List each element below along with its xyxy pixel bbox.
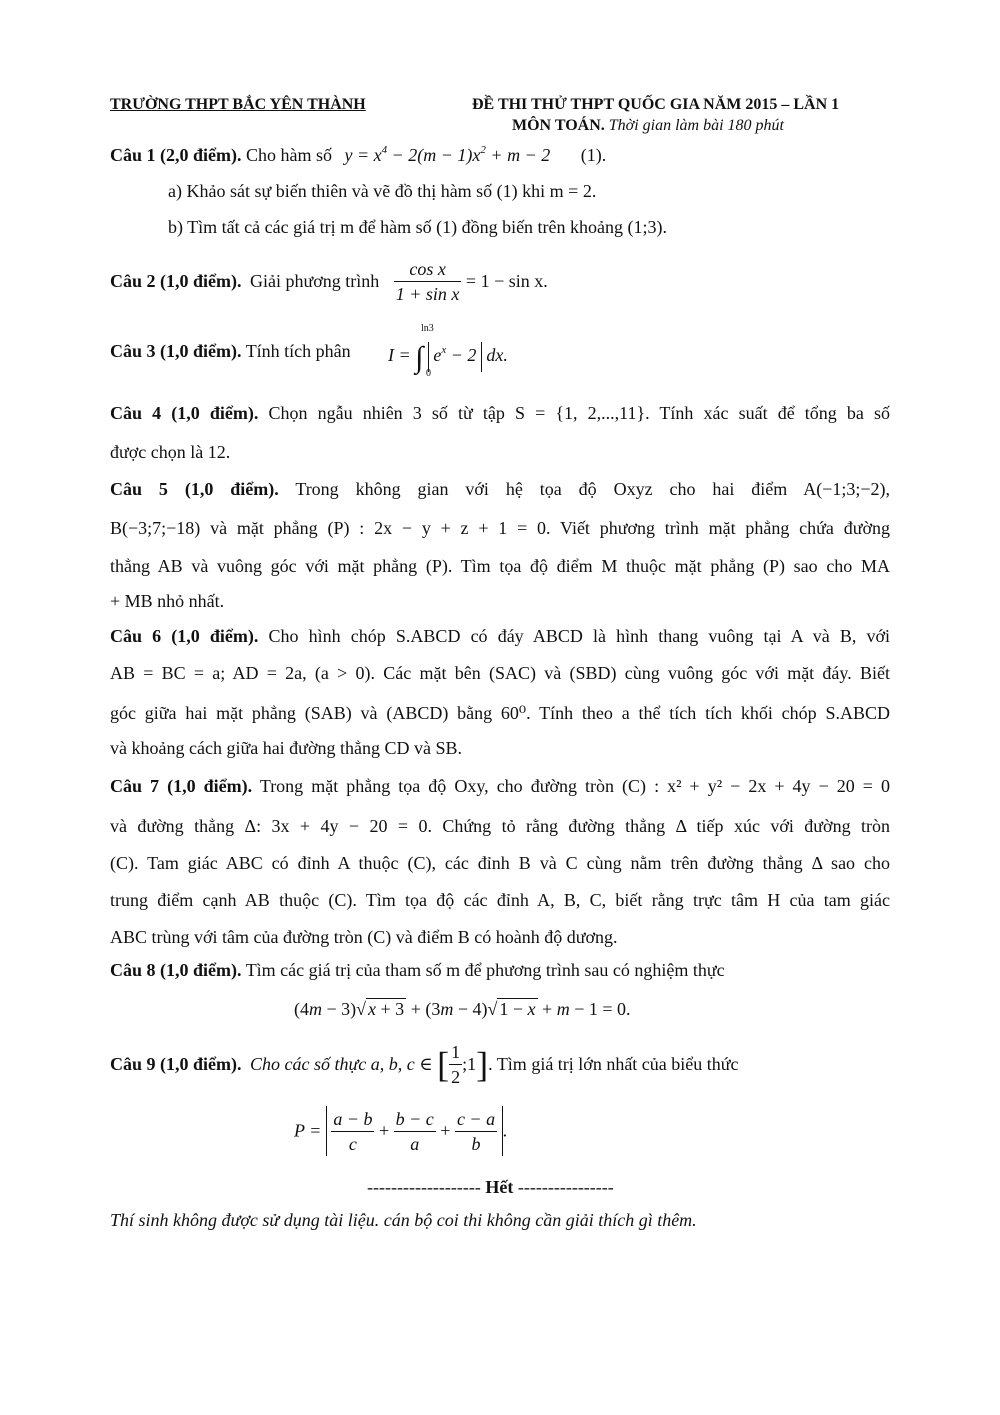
q3-integral: I = ∫ $e^x - 2$ dx. <box>388 341 508 374</box>
question-4 <box>110 401 890 425</box>
footnote: Thí sinh không được sử dụng tài liệu. cán bộ coi thi không cần giải thích gì thêm. <box>110 1210 697 1230</box>
q6-label: Câu 6 (1,0 điểm). <box>110 626 259 646</box>
q7-line1: Trong mặt phẳng tọa độ Oxy, cho đường tròn (C) : x² + y² − 2x + 4y − 20 = 0 <box>259 776 890 796</box>
q6-line4: và khoảng cách giữa hai đường thẳng CD và SB. <box>110 738 462 758</box>
q3-upper-limit: ln3 <box>421 323 434 334</box>
q4-line1: Chọn ngẫu nhiên 3 số từ tập S = {1, 2,...,11}. Tính xác suất để tổng ba số <box>268 403 891 423</box>
q1-tag: (1). <box>580 145 607 165</box>
q7-line5: ABC trùng với tâm của đường tròn (C) và điểm B có hoành độ dương. <box>110 927 618 947</box>
q6-line2: AB = BC = a; AD = 2a, (a > 0). Các mặt bên (SAC) và (SBD) cùng vuông góc với mặt đáy. Biết <box>110 663 890 683</box>
q5-line3: thẳng AB và vuông góc với mặt phẳng (P). Tìm tọa độ điểm M thuộc mặt phẳng (P) sao cho MA <box>110 556 890 576</box>
question-1 <box>110 144 606 166</box>
q2-label: Câu 2 (1,0 điểm). <box>110 271 242 291</box>
q7-line4: trung điểm cạnh AB thuộc (C). Tìm tọa độ các đỉnh A, B, C, biết rằng trực tâm H của tam giác <box>110 890 890 910</box>
q3-lower-limit: 0 <box>426 368 431 379</box>
q9-intro: Cho các số thực a, b, c ∈ <box>250 1054 433 1074</box>
q3-label: Câu 3 (1,0 điểm). <box>110 341 242 361</box>
q6-line1: Cho hình chóp S.ABCD có đáy ABCD là hình thang vuông tại A và B, với <box>268 626 891 646</box>
q2-fraction <box>394 257 462 306</box>
q5-line1: Trong không gian với hệ tọa độ Oxyz cho hai điểm A(−1;3;−2), <box>295 479 890 499</box>
q2-intro: Giải phương trình <box>250 271 380 291</box>
end-mark <box>367 1177 614 1198</box>
question-3 <box>110 341 351 362</box>
q1-label: Câu 1 (2,0 điểm). <box>110 145 242 165</box>
q9-expression: P = $\frac{a - b}{c}$ + $\frac{b - c}{a}$ + $\frac{c - a}{b}$ . <box>294 1106 507 1156</box>
subject: MÔN TOÁN. <box>512 117 605 134</box>
q5-line4: + MB nhỏ nhất. <box>110 591 225 611</box>
q2-rhs: = 1 − sin x. <box>465 271 548 291</box>
question-8 <box>110 960 725 981</box>
school-name: TRƯỜNG THPT BẮC YÊN THÀNH <box>110 96 366 113</box>
q3-intro: Tính tích phân <box>245 341 351 361</box>
q5-label: Câu 5 (1,0 điểm). <box>110 479 279 499</box>
q1-part-a: a) Khảo sát sự biến thiên và vẽ đồ thị hàm số (1) khi m = 2. <box>168 181 597 201</box>
q8-label: Câu 8 (1,0 điểm). <box>110 960 242 980</box>
q7-label: Câu 7 (1,0 điểm). <box>110 776 253 796</box>
q8-equation: (4m − 3)√ x + 3 + (3m − 4)√ 1 − x + m − 1 = 0. <box>294 999 631 1019</box>
q9-label: Câu 9 (1,0 điểm). <box>110 1054 242 1074</box>
q1-intro: Cho hàm số <box>246 145 333 165</box>
q1-part-b: b) Tìm tất cả các giá trị m để hàm số (1) đồng biến trên khoảng (1;3). <box>168 217 668 237</box>
question-7 <box>110 774 890 798</box>
q5-line2: B(−3;7;−18) và mặt phẳng (P) : 2x − y + z + 1 = 0. Viết phương trình mặt phẳng chứa đường <box>110 518 890 538</box>
subject-line <box>512 117 784 135</box>
q9-half: $\frac{1}{2}$ <box>451 1042 461 1087</box>
q1-formula: $y = x^4 - 2(m - 1)x^2 + m - 2$ <box>344 144 551 165</box>
exam-title: ĐỀ THI THỬ THPT QUỐC GIA NĂM 2015 – LẦN 1 <box>472 96 840 113</box>
q2-denominator: 1 + sin x <box>395 284 460 304</box>
q4-label: Câu 4 (1,0 điểm). <box>110 403 259 423</box>
q6-line3: góc giữa hai mặt phẳng (SAB) và (ABCD) bằng 60⁰. Tính theo a thể tích tích khối chóp S.ABCD <box>110 703 890 723</box>
q9-outro: . Tìm giá trị lớn nhất của biểu thức <box>488 1054 739 1074</box>
q7-line3: (C). Tam giác ABC có đỉnh A thuộc (C), các đỉnh B và C cùng nằm trên đường thẳng Δ sao cho <box>110 853 890 873</box>
end-mark-text: ------------------- Hết ---------------- <box>367 1177 614 1197</box>
question-2 <box>110 257 548 306</box>
question-6 <box>110 624 890 648</box>
question-9: Câu 9 (1,0 điểm). Cho các số thực a, b, c ∈ [ $\frac{1}{2}$ ;1]. Tìm giá trị lớn nhất của biểu thức <box>110 1042 739 1087</box>
q8-intro: Tìm các giá trị của tham số m để phương trình sau có nghiệm thực <box>245 960 725 980</box>
q4-line2: được chọn là 12. <box>110 442 231 462</box>
q7-line2: và đường thẳng Δ: 3x + 4y − 20 = 0. Chứng tỏ rằng đường thẳng Δ tiếp xúc với đường tròn <box>110 816 890 836</box>
q2-numerator: cos x <box>394 257 462 282</box>
exam-time: Thời gian làm bài 180 phút <box>608 117 784 134</box>
question-5 <box>110 477 890 501</box>
